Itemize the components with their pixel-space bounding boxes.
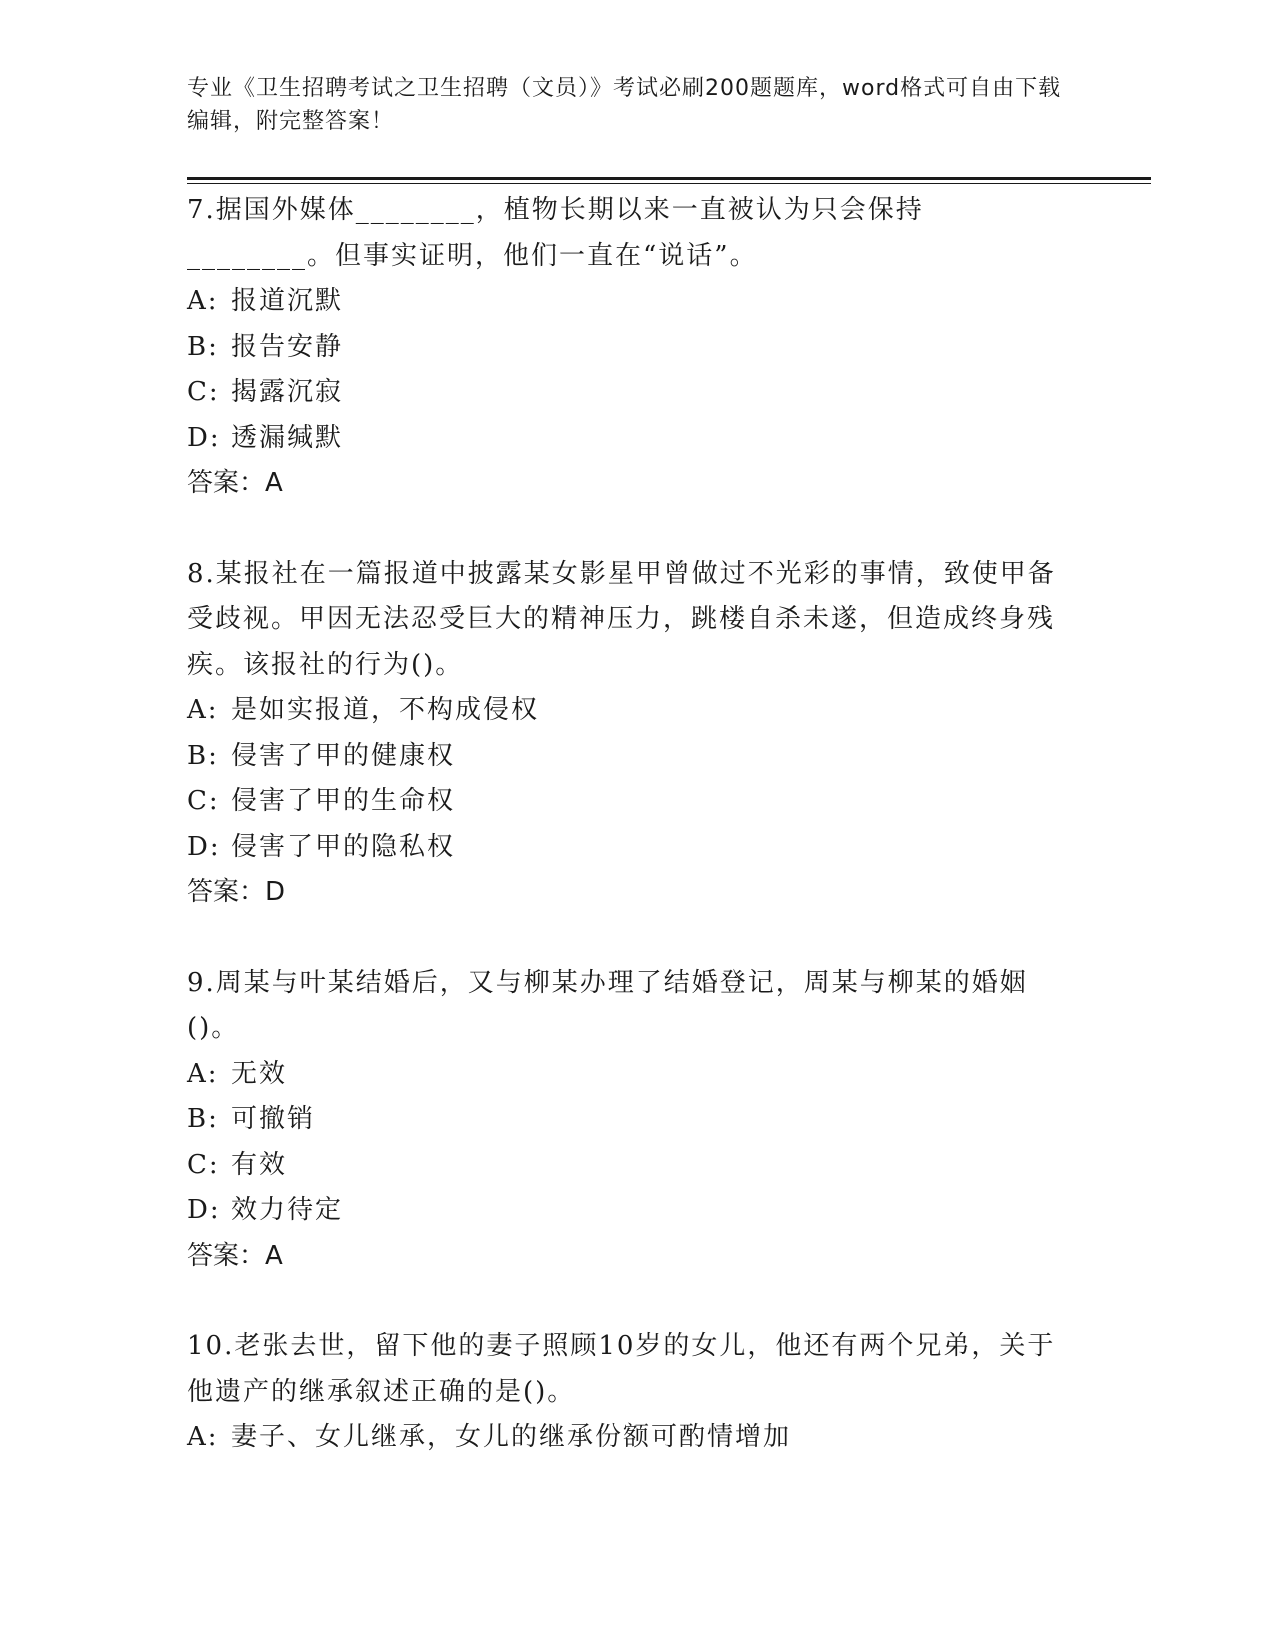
option-c: [187, 1143, 1067, 1189]
option-text: 无效: [231, 1058, 288, 1089]
option-key: C:: [187, 377, 220, 407]
option-key: D:: [187, 422, 221, 453]
option-text: 妻子、女儿继承，女儿的继承份额可酌情增加: [231, 1422, 792, 1452]
answer-line: 答案：A: [187, 468, 283, 498]
option-a: [187, 1415, 1067, 1461]
option-text: 侵害了甲的生命权: [231, 786, 456, 816]
question-text: 8.某报社在一篇报道中披露某女影星甲曾做过不光彩的事情，致使甲备受歧视。甲因无法忍受巨大的精神压力，跳楼自杀未遂，但造成终身残疾。该报社的行为()。: [187, 558, 1056, 680]
question-text: 7.据国外媒体________，植物长期以来一直被认为只会保持________。但事实证明，他们一直在“说话”。: [187, 195, 924, 271]
question-list: [187, 188, 1067, 1461]
option-key: A:: [187, 1058, 219, 1089]
option-key: B:: [187, 740, 219, 771]
option-key: D:: [187, 831, 221, 862]
option-b: [187, 325, 1067, 371]
spacer: [187, 916, 1067, 961]
option-key: D:: [187, 1195, 221, 1225]
spacer: [187, 1279, 1067, 1324]
option-a: [187, 279, 1067, 325]
option-d: [187, 1188, 1067, 1234]
option-d: [187, 416, 1067, 462]
option-c: [187, 370, 1067, 416]
option-key: C:: [187, 1149, 220, 1180]
question-10: [187, 1324, 1067, 1461]
option-key: A:: [187, 286, 219, 316]
option-text: 报告安静: [231, 331, 344, 362]
option-key: A:: [187, 1422, 219, 1452]
question-8: [187, 552, 1067, 916]
question-7: [187, 188, 1067, 507]
question-text: 9.周某与叶某结婚后，又与柳某办理了结婚登记，周某与柳某的婚姻()。: [187, 967, 1028, 1043]
answer-line: 答案：A: [187, 1240, 283, 1271]
option-text: 可撤销: [231, 1104, 316, 1134]
header-divider-thin: [187, 183, 1151, 184]
question-9: [187, 961, 1067, 1280]
question-text: 10.老张去世，留下他的妻子照顾10岁的女儿，他还有两个兄弟，关于他遗产的继承叙述正确的是()。: [187, 1331, 1056, 1407]
option-d: [187, 825, 1067, 871]
option-text: 有效: [231, 1149, 288, 1180]
option-key: A:: [187, 695, 219, 725]
header-divider-thick: [187, 177, 1151, 180]
option-text: 效力待定: [231, 1195, 344, 1225]
option-b: [187, 734, 1067, 780]
option-key: C:: [187, 786, 220, 816]
option-key: B:: [187, 1104, 219, 1134]
option-text: 侵害了甲的隐私权: [231, 831, 456, 862]
spacer: [187, 507, 1067, 552]
document-header: 专业《卫生招聘考试之卫生招聘（文员）》考试必刷200题题库，word格式可自由下载编辑，附完整答案！: [187, 76, 1062, 134]
option-text: 透漏缄默: [231, 422, 344, 453]
option-a: [187, 688, 1067, 734]
answer-line: 答案：D: [187, 877, 286, 907]
option-a: [187, 1052, 1067, 1098]
option-text: 报道沉默: [231, 286, 344, 316]
option-text: 侵害了甲的健康权: [231, 740, 456, 771]
option-text: 揭露沉寂: [231, 377, 344, 407]
option-b: [187, 1097, 1067, 1143]
option-c: [187, 779, 1067, 825]
option-key: B:: [187, 331, 219, 362]
option-text: 是如实报道，不构成侵权: [231, 695, 540, 725]
